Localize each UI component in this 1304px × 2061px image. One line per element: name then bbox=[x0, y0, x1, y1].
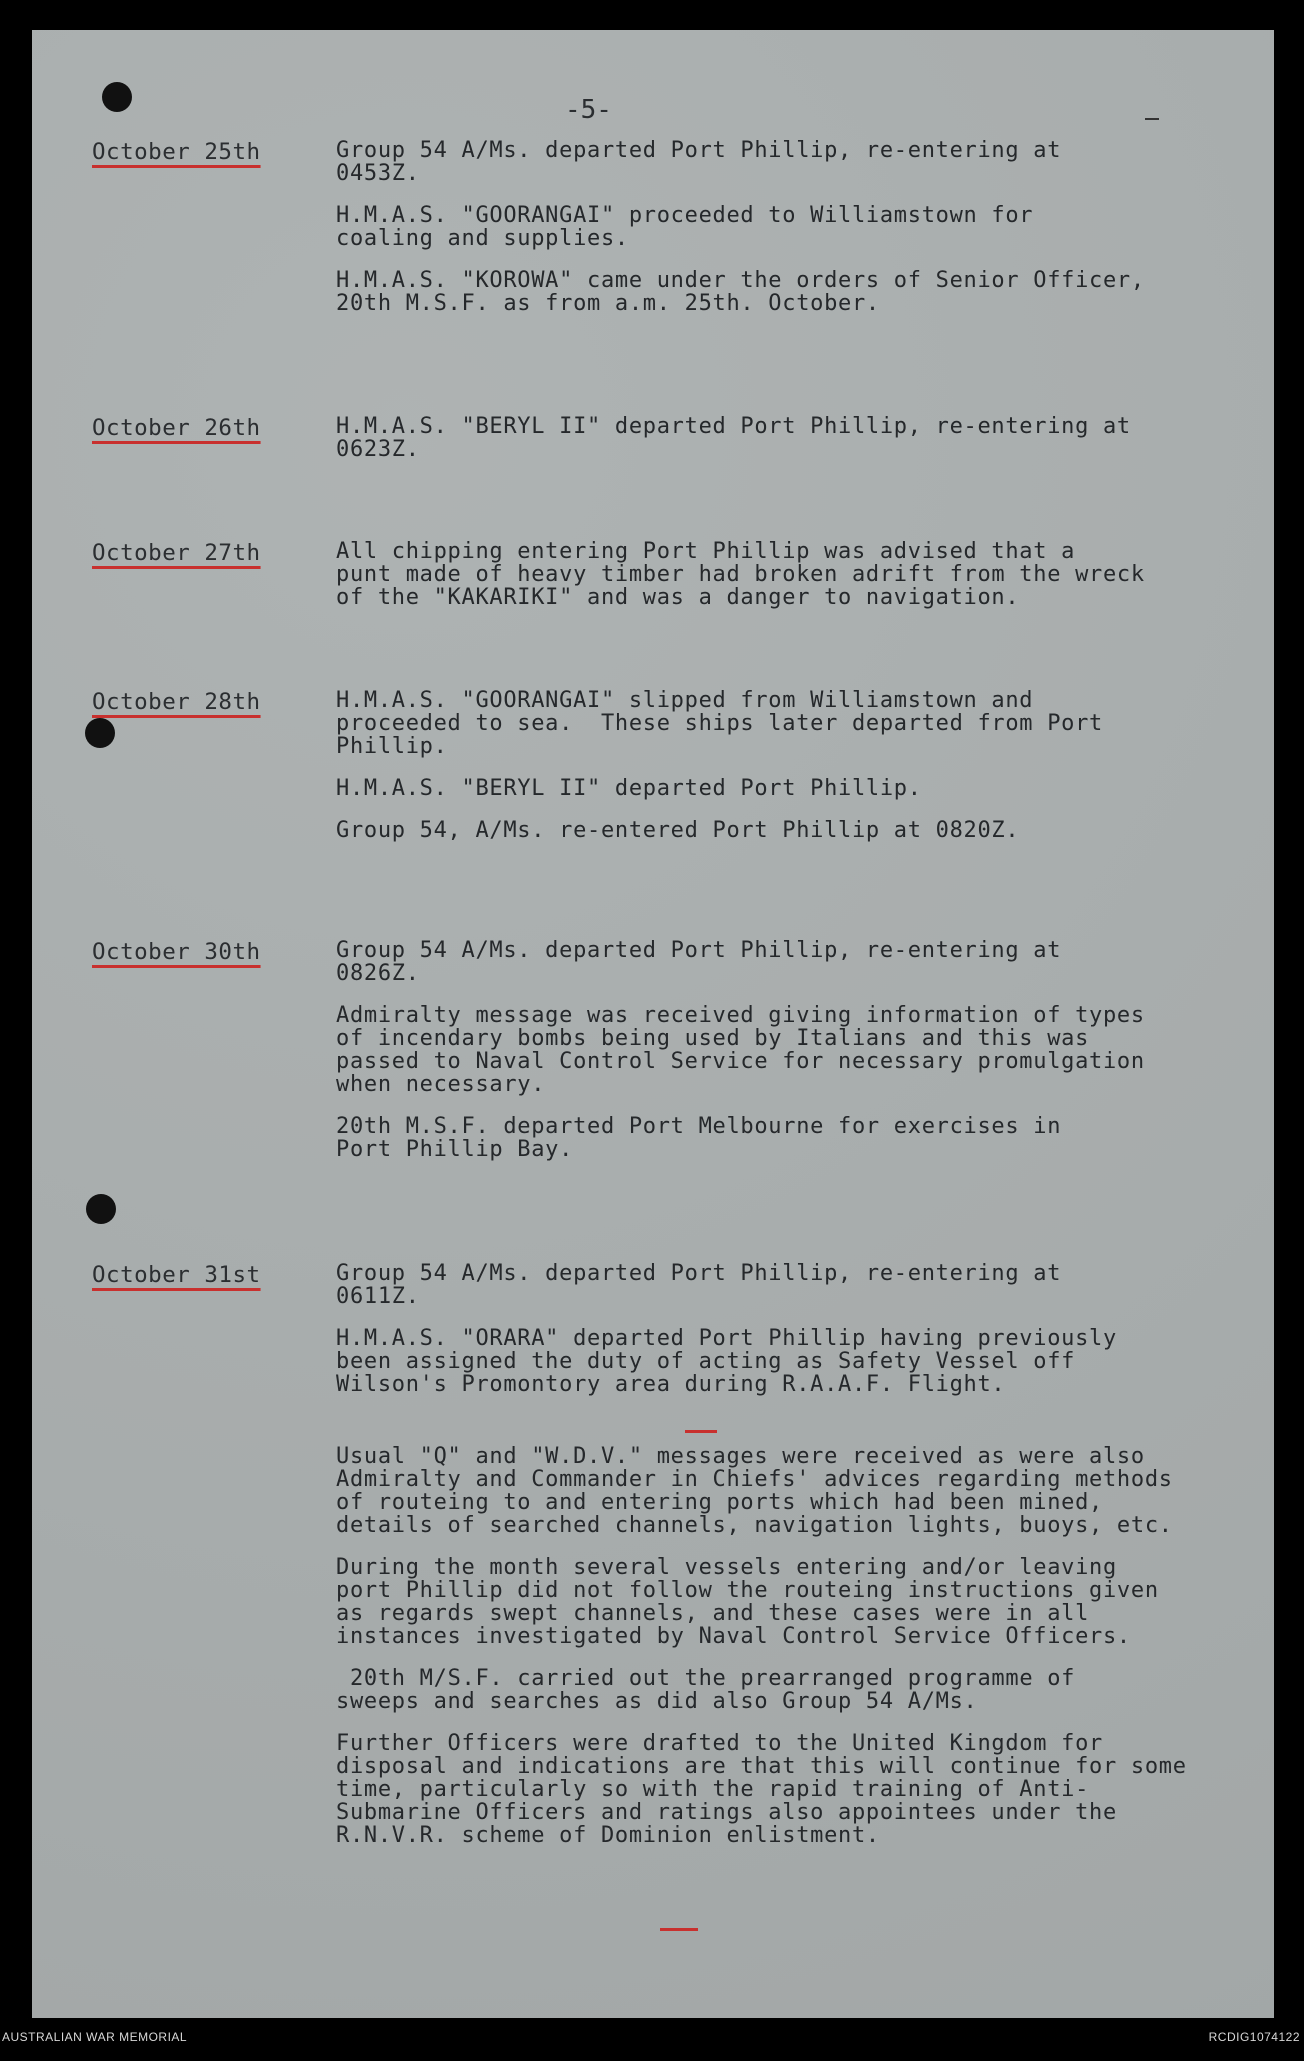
closing-paragraph: During the month several vessels entering and/or leaving port Phillip did not follow the routeing instructions given as regards swept channels, and these cases were in all instances investigated by Naval Control Service Officers. bbox=[336, 1555, 1159, 1649]
entry-paragraph: H.M.A.S. "GOORANGAI" slipped from Williamstown and proceeded to sea. These ships later departed from Port Phillip. bbox=[336, 688, 1103, 759]
entry-paragraph: Group 54 A/Ms. departed Port Phillip, re-entering at 0826Z. bbox=[336, 938, 1062, 986]
punch-hole-lower bbox=[86, 1194, 116, 1224]
entry-paragraph: Group 54 A/Ms. departed Port Phillip, re-entering at 0611Z. bbox=[336, 1261, 1062, 1309]
entry-paragraph: Group 54 A/Ms. departed Port Phillip, re-entering at 0453Z. bbox=[336, 138, 1062, 186]
entry-paragraph: H.M.A.S. "BERYL II" departed Port Phillip, re-entering at 0623Z. bbox=[336, 414, 1131, 462]
entry-paragraph: H.M.A.S. "ORARA" departed Port Phillip having previously been assigned the duty of acting as Safety Vessel off Wilson's Promontory area during R.A.A.F. Flight. bbox=[336, 1326, 1117, 1397]
margin-mark bbox=[1145, 118, 1159, 120]
punch-hole-top bbox=[102, 82, 132, 112]
footer-archive-credit: AUSTRALIAN WAR MEMORIAL bbox=[2, 2030, 188, 2044]
entry-date: October 28th bbox=[92, 689, 261, 715]
page-number: -5- bbox=[565, 95, 612, 125]
entry-paragraph: H.M.A.S. "KOROWA" came under the orders of Senior Officer, 20th M.S.F. as from a.m. 25th. October. bbox=[336, 268, 1145, 316]
entry-date: October 26th bbox=[92, 415, 261, 441]
entry-date: October 31st bbox=[92, 1262, 261, 1288]
closing-paragraph: 20th M/S.F. carried out the prearranged programme of sweeps and searches as did also Group 54 A/Ms. bbox=[336, 1666, 1076, 1714]
entry-date: October 25th bbox=[92, 139, 261, 165]
entry-paragraph: H.M.A.S. "GOORANGAI" proceeded to Williamstown for coaling and supplies. bbox=[336, 203, 1034, 251]
entry-date: October 27th bbox=[92, 540, 261, 566]
entry-date: October 30th bbox=[92, 939, 261, 965]
entry-paragraph: H.M.A.S. "BERYL II" departed Port Phillip. bbox=[336, 776, 922, 801]
closing-paragraph: Usual "Q" and "W.D.V." messages were received as were also Admiralty and Commander in Chiefs' advices regarding methods of routeing to and entering ports which had been mined, details of searched channels, navigation lights, buoys, etc. bbox=[336, 1444, 1173, 1538]
entry-paragraph: All chipping entering Port Phillip was advised that a punt made of heavy timber had broken adrift from the wreck of the "KAKARIKI" and was a danger to navigation. bbox=[336, 539, 1145, 610]
section-separator bbox=[685, 1430, 717, 1433]
entry-paragraph: Admiralty message was received giving information of types of incendary bombs being used by Italians and this was passed to Naval Control Service for necessary promulgation when necessary. bbox=[336, 1003, 1145, 1097]
closing-paragraph: Further Officers were drafted to the United Kingdom for disposal and indications are that this will continue for some time, particularly so with the rapid training of Anti- Submarine Officers and ratings also appointees under the R.N.V.R. scheme of Dominion enlistment. bbox=[336, 1731, 1187, 1848]
entry-paragraph: 20th M.S.F. departed Port Melbourne for exercises in Port Phillip Bay. bbox=[336, 1114, 1062, 1162]
entry-paragraph: Group 54, A/Ms. re-entered Port Phillip at 0820Z. bbox=[336, 818, 1020, 843]
footer-record-id: RCDIG1074122 bbox=[1208, 2030, 1300, 2044]
punch-hole-middle bbox=[85, 718, 115, 748]
end-separator bbox=[660, 1928, 698, 1931]
